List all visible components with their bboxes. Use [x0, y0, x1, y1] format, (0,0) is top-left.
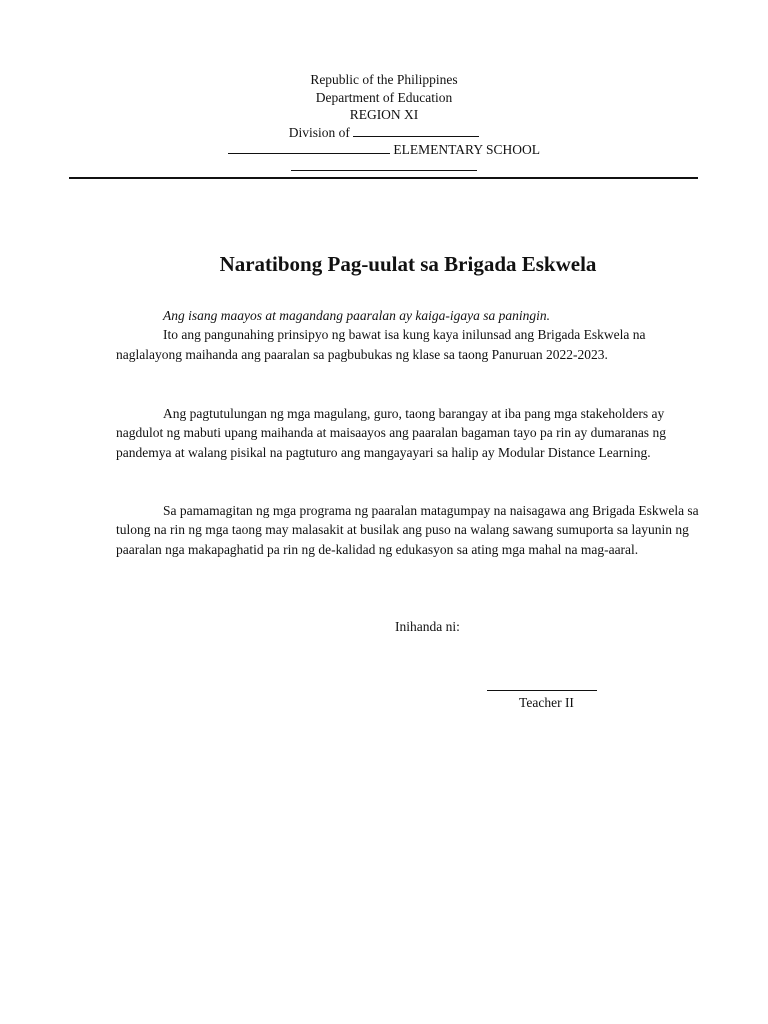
signatory-position: Teacher II [519, 695, 574, 710]
header-republic: Republic of the Philippines [310, 72, 458, 87]
paragraph-1: Ito ang pangunahing prinsipyo ng bawat isa kung kaya inilunsad ang Brigada Eskwela na naglalayong maihanda ang paaralan sa pagbubukas ng klase sa taong Panuruan 2022-2023. [116, 327, 646, 362]
motto: Ang isang maayos at magandang paaralan ay kaiga-igaya sa paningin. [163, 308, 550, 323]
division-blank-line [353, 124, 479, 137]
body-section-3 [116, 501, 700, 559]
header-divider [69, 177, 698, 179]
prepared-by-label: Inihanda ni: [395, 619, 460, 634]
header-region: REGION XI [349, 107, 419, 122]
header-department: Department of Education [315, 90, 453, 105]
header-school [0, 141, 768, 158]
header-division [0, 124, 768, 141]
body-section-1 [116, 306, 700, 364]
document-title: Naratibong Pag-uulat sa Brigada Eskwela [219, 252, 597, 276]
school-blank-line [228, 141, 390, 154]
signature-line [487, 690, 597, 691]
paragraph-3: Sa pamamagitan ng mga programa ng paaralan matagumpay na naisagawa ang Brigada Eskwela sa tulong na rin ng mga taong may malasakit at busilak ang puso na walang sawang sumuporta sa layunin ng paaralan nga makapaghatid pa rin ng de-kalidad ng edukasyon sa ating mga mahal na mag-aaral. [116, 503, 699, 557]
body-section-2 [116, 404, 700, 462]
header-extra-line [0, 158, 768, 175]
paragraph-2: Ang pagtutulungan ng mga magulang, guro, taong barangay at iba pang mga stakeholders ay nagdulot ng mabuti upang maihanda at maisaayos ang paaralan bagaman tayo pa rin ay dumaranas ng pandemya at walang pisikal na pagtuturo ang mangayayari sa halip ay Modular Distance Learning. [116, 406, 666, 460]
division-label: Division of [288, 125, 350, 140]
school-label: ELEMENTARY SCHOOL [393, 142, 540, 157]
extra-blank-line [291, 158, 477, 171]
